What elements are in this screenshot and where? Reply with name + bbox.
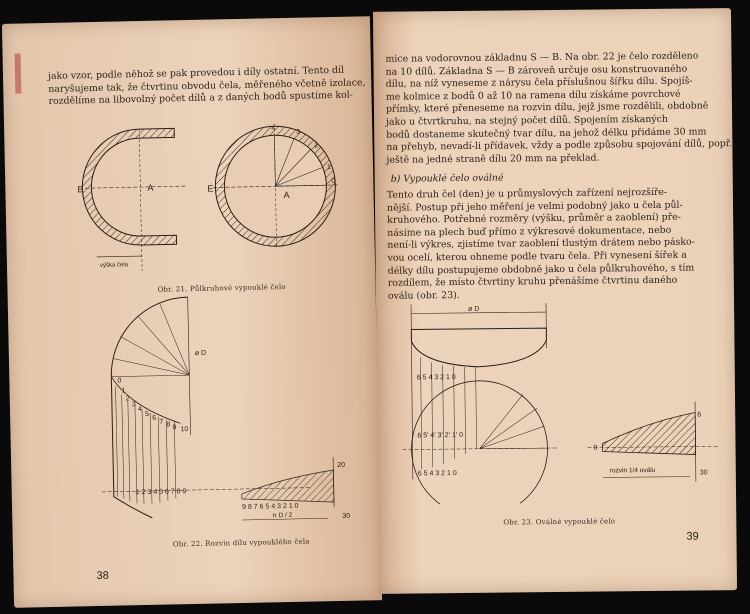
right-page bbox=[373, 8, 737, 594]
label-diameter-23: ø D bbox=[468, 305, 480, 313]
figure-23 bbox=[396, 296, 728, 504]
text-line: ještě na jedné straně dílu 20 mm na překlad. bbox=[386, 152, 600, 166]
arc-label: 4 bbox=[137, 406, 143, 414]
arc-label: 7 bbox=[159, 418, 164, 426]
right-paragraph bbox=[385, 50, 732, 167]
text-line: násíme na plech buď přímo z výkresové dokumentace, nebo bbox=[387, 224, 672, 239]
arc-label: 9 bbox=[172, 424, 177, 432]
circle-labels-23: 6 5' 4' 3' 2' 1' 0 bbox=[417, 431, 464, 440]
label-height: výška čela bbox=[99, 262, 129, 269]
arc-label: 2 bbox=[125, 395, 130, 403]
text-line: naryšujeme tak, že čtvrtinu obvodu čela, měřeného včetně izolace, bbox=[48, 76, 366, 95]
label-b: B bbox=[77, 184, 84, 195]
text-line: na 10 dílů. Základna S — B zároveň určuje osu konstruovaného bbox=[385, 63, 688, 78]
dim-pi: π D / 2 bbox=[272, 511, 293, 520]
text-line: me kolmice z bodů 0 až 10 na ramena dílu získáme povrchové bbox=[385, 88, 681, 103]
arc-label: 8 bbox=[166, 421, 171, 429]
text-line: délky dílu postupujeme obdobně jako u čela půlkruhového, s tím bbox=[387, 262, 695, 277]
left-page bbox=[2, 16, 382, 608]
label-diameter: ø D bbox=[194, 349, 207, 357]
label-a: A bbox=[147, 182, 154, 193]
text-line: mice na vodorovnou základnu S — B. Na obr. 22 je čelo rozděleno bbox=[385, 50, 699, 65]
arc-label: 0 bbox=[117, 377, 122, 385]
label-a2: A bbox=[283, 189, 290, 201]
text-line: oválu (obr. 23). bbox=[387, 289, 460, 302]
div-label: 3 bbox=[296, 128, 301, 136]
page-number-left: 38 bbox=[96, 569, 109, 583]
figure-22 bbox=[98, 291, 373, 527]
text-line: rozdělíme na libovolný počet dílů a z daných bodů spustíme kol- bbox=[48, 89, 354, 108]
figure-21 bbox=[74, 117, 347, 283]
arc-label: 3 bbox=[131, 401, 136, 409]
strip-six: 6 bbox=[697, 411, 702, 419]
page-edge-mark bbox=[15, 54, 22, 94]
div-label: 1 bbox=[326, 164, 331, 172]
text-line: jako u čtvrtkruhu, na stejný počet dílů. Spojením získaných bbox=[386, 113, 669, 128]
text-line: rozdílem, že místo čtvrtiny kruhu přenášíme čtvrtinu daného bbox=[387, 274, 678, 289]
page-number-right: 39 bbox=[686, 530, 699, 543]
dim-30: 30 bbox=[342, 512, 351, 520]
text-line: kruhového. Potřebné rozměry (výšku, průměr a zaoblení) pře- bbox=[387, 211, 681, 226]
strip-labels: 9 8 7 6 5 4 3 2 1 0 bbox=[242, 502, 299, 511]
caption-fig23: Obr. 23. Oválné vypouklé čelo bbox=[503, 517, 616, 527]
text-line: na přehyb, nevadí-li přídavek, vždy a podle způsobu spojování dílů, popř. bbox=[386, 138, 733, 153]
text-line: není-li výkres, zjistíme tvar zaoblení tlustým drátem nebo pásko- bbox=[387, 236, 695, 252]
dim-30-23: 30 bbox=[699, 469, 708, 477]
bottom-labels: 1 2 3 4 5 6 7 8 9 bbox=[135, 488, 187, 497]
arc-label: 1 bbox=[121, 387, 126, 395]
dim-20: 20 bbox=[337, 461, 346, 469]
text-line: Tento druh čel (den) je u průmyslových zařízení nejrozšíře- bbox=[386, 186, 668, 201]
arc-label: 6 bbox=[152, 414, 157, 422]
div-label: 2 bbox=[314, 142, 319, 150]
strip-text-23: rozvin 1/4 oválu bbox=[609, 466, 656, 475]
arc-label: 10 bbox=[180, 426, 189, 434]
label-e: E bbox=[207, 183, 214, 194]
text-line: jako vzor, podle něhož se pak provedou i díly ostatní. Tento díl bbox=[47, 64, 345, 82]
div-label: 0 bbox=[331, 177, 336, 186]
caption-fig21: Obr. 21. Půlkruhové vypouklé čelo bbox=[157, 283, 286, 294]
section-heading: b) Vypouklé čelo oválné bbox=[390, 172, 504, 185]
div-label: 4 bbox=[271, 125, 276, 133]
text-line: vou ocelí, kterou ohneme podle tvaru čela. Při vynesení šířek a bbox=[387, 249, 687, 264]
left-paragraph bbox=[48, 64, 366, 108]
top-labels-23: 6 5 4 3 2 1 0 bbox=[416, 374, 456, 382]
text-line: bodů dostaneme skutečný tvar dílu, na jehož délku přidáme 30 mm bbox=[386, 125, 707, 141]
text-line: přímky, které přeneseme na rozvin dílu, jejž jsme rozdělili, obdobně bbox=[385, 100, 709, 116]
strip-zero: 0 bbox=[593, 444, 598, 452]
text-line: nější. Postup při jeho měření je velmi podobný jako u čela půl- bbox=[386, 199, 683, 214]
caption-fig22: Obr. 22. Rozvin dílu vypouklého čela bbox=[172, 537, 310, 549]
right-paragraph-2 bbox=[387, 187, 696, 304]
arc-label: 5 bbox=[145, 410, 150, 419]
bottom-labels-23: 6 5 4 3 2 1 0 bbox=[417, 470, 457, 478]
text-line: dílu, na níž vyneseme z nárysu čela příslušnou šířku dílu. Spojíš- bbox=[385, 75, 693, 90]
